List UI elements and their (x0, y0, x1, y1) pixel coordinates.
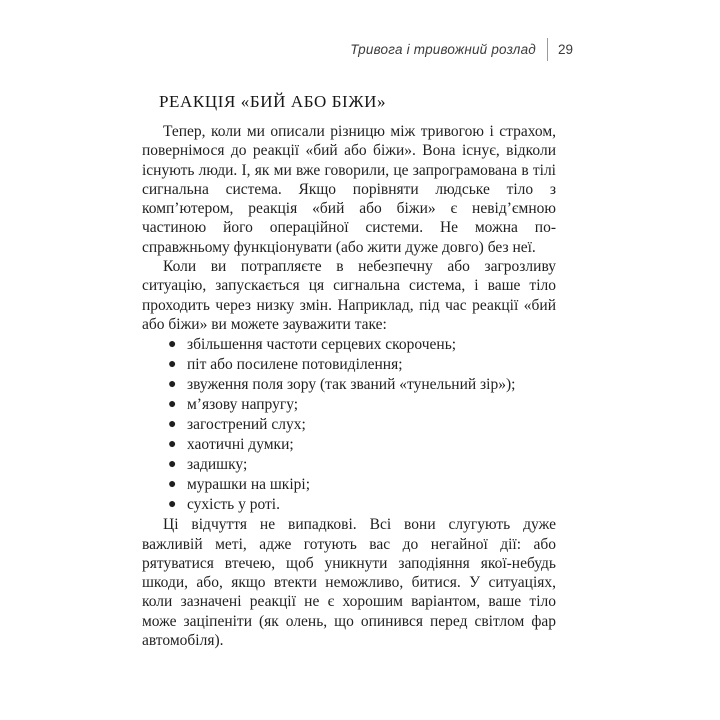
bullet-icon: ● (168, 497, 177, 513)
list-item-text: сухість у роті. (187, 496, 280, 514)
list-item-text: збільшення частоти серцевих скорочень; (187, 336, 457, 354)
bullet-icon: ● (168, 337, 177, 353)
symptom-list (142, 335, 556, 515)
list-item (142, 375, 556, 395)
list-item-text: звуження поля зору (так званий «тунельний зір»); (187, 376, 516, 394)
page-number: 29 (557, 41, 573, 57)
list-item-text: мурашки на шкірі; (187, 476, 311, 494)
list-item-text: піт або посилене потовиділення; (187, 356, 403, 374)
bullet-icon: ● (168, 377, 177, 393)
running-head (350, 36, 573, 62)
bullet-icon: ● (168, 477, 177, 493)
running-head-title: Тривога і тривожний розлад (350, 41, 536, 57)
list-item (142, 435, 556, 455)
bullet-icon: ● (168, 357, 177, 373)
list-item-text: хаотичні думки; (187, 436, 294, 454)
list-item-text: задишку; (187, 456, 248, 474)
list-item (142, 355, 556, 375)
list-item (142, 455, 556, 475)
list-item (142, 495, 556, 515)
paragraph-trigger: Коли ви потрапляєте в небезпечну або загрозливу ситуацію, запускається ця сигнальна система, і ваше тіло проходить через низку змін. Наприклад, під час реакції «бий або біжи» ви можете зауважити таке: (142, 258, 556, 333)
bullet-icon: ● (168, 437, 177, 453)
body-text (142, 122, 556, 650)
bullet-icon: ● (168, 397, 177, 413)
list-item (142, 415, 556, 435)
section-title: РЕАКЦІЯ «БИЙ АБО БІЖИ» (159, 92, 387, 111)
paragraph-purpose: Ці відчуття не випадкові. Всі вони слугують дуже важливій меті, адже готують вас до негайної дії: або рятуватися втечею, щоб уникнути заподіяння якої-небудь шкоди, або, якщо втекти неможливо, битися. У ситуаціях, коли зазначені реакції не є хорошим варіантом, ваше тіло може заціпеніти (як олень, що опинився перед світлом фар автомобіля). (142, 516, 556, 650)
list-item (142, 335, 556, 355)
list-item-text: загострений слух; (187, 416, 306, 434)
header-divider-rule (547, 38, 548, 61)
list-item (142, 475, 556, 495)
bullet-icon: ● (168, 457, 177, 473)
list-item-text: м’язову напругу; (187, 396, 299, 414)
list-item (142, 395, 556, 415)
paragraph-intro: Тепер, коли ми описали різницю між тривогою і страхом, повернімося до реакції «бий або біжи». Вона існує, відколи існують люди. І, як ми вже говорили, це запрограмована в тілі сигнальна система. Якщо порівняти людське тіло з комп’ютером, реакція «бий або біжи» є невід’ємною частиною його операційної системи. Не можна по-справжньому функціонувати (або жити дуже довго) без неї. (142, 123, 556, 256)
bullet-icon: ● (168, 417, 177, 433)
